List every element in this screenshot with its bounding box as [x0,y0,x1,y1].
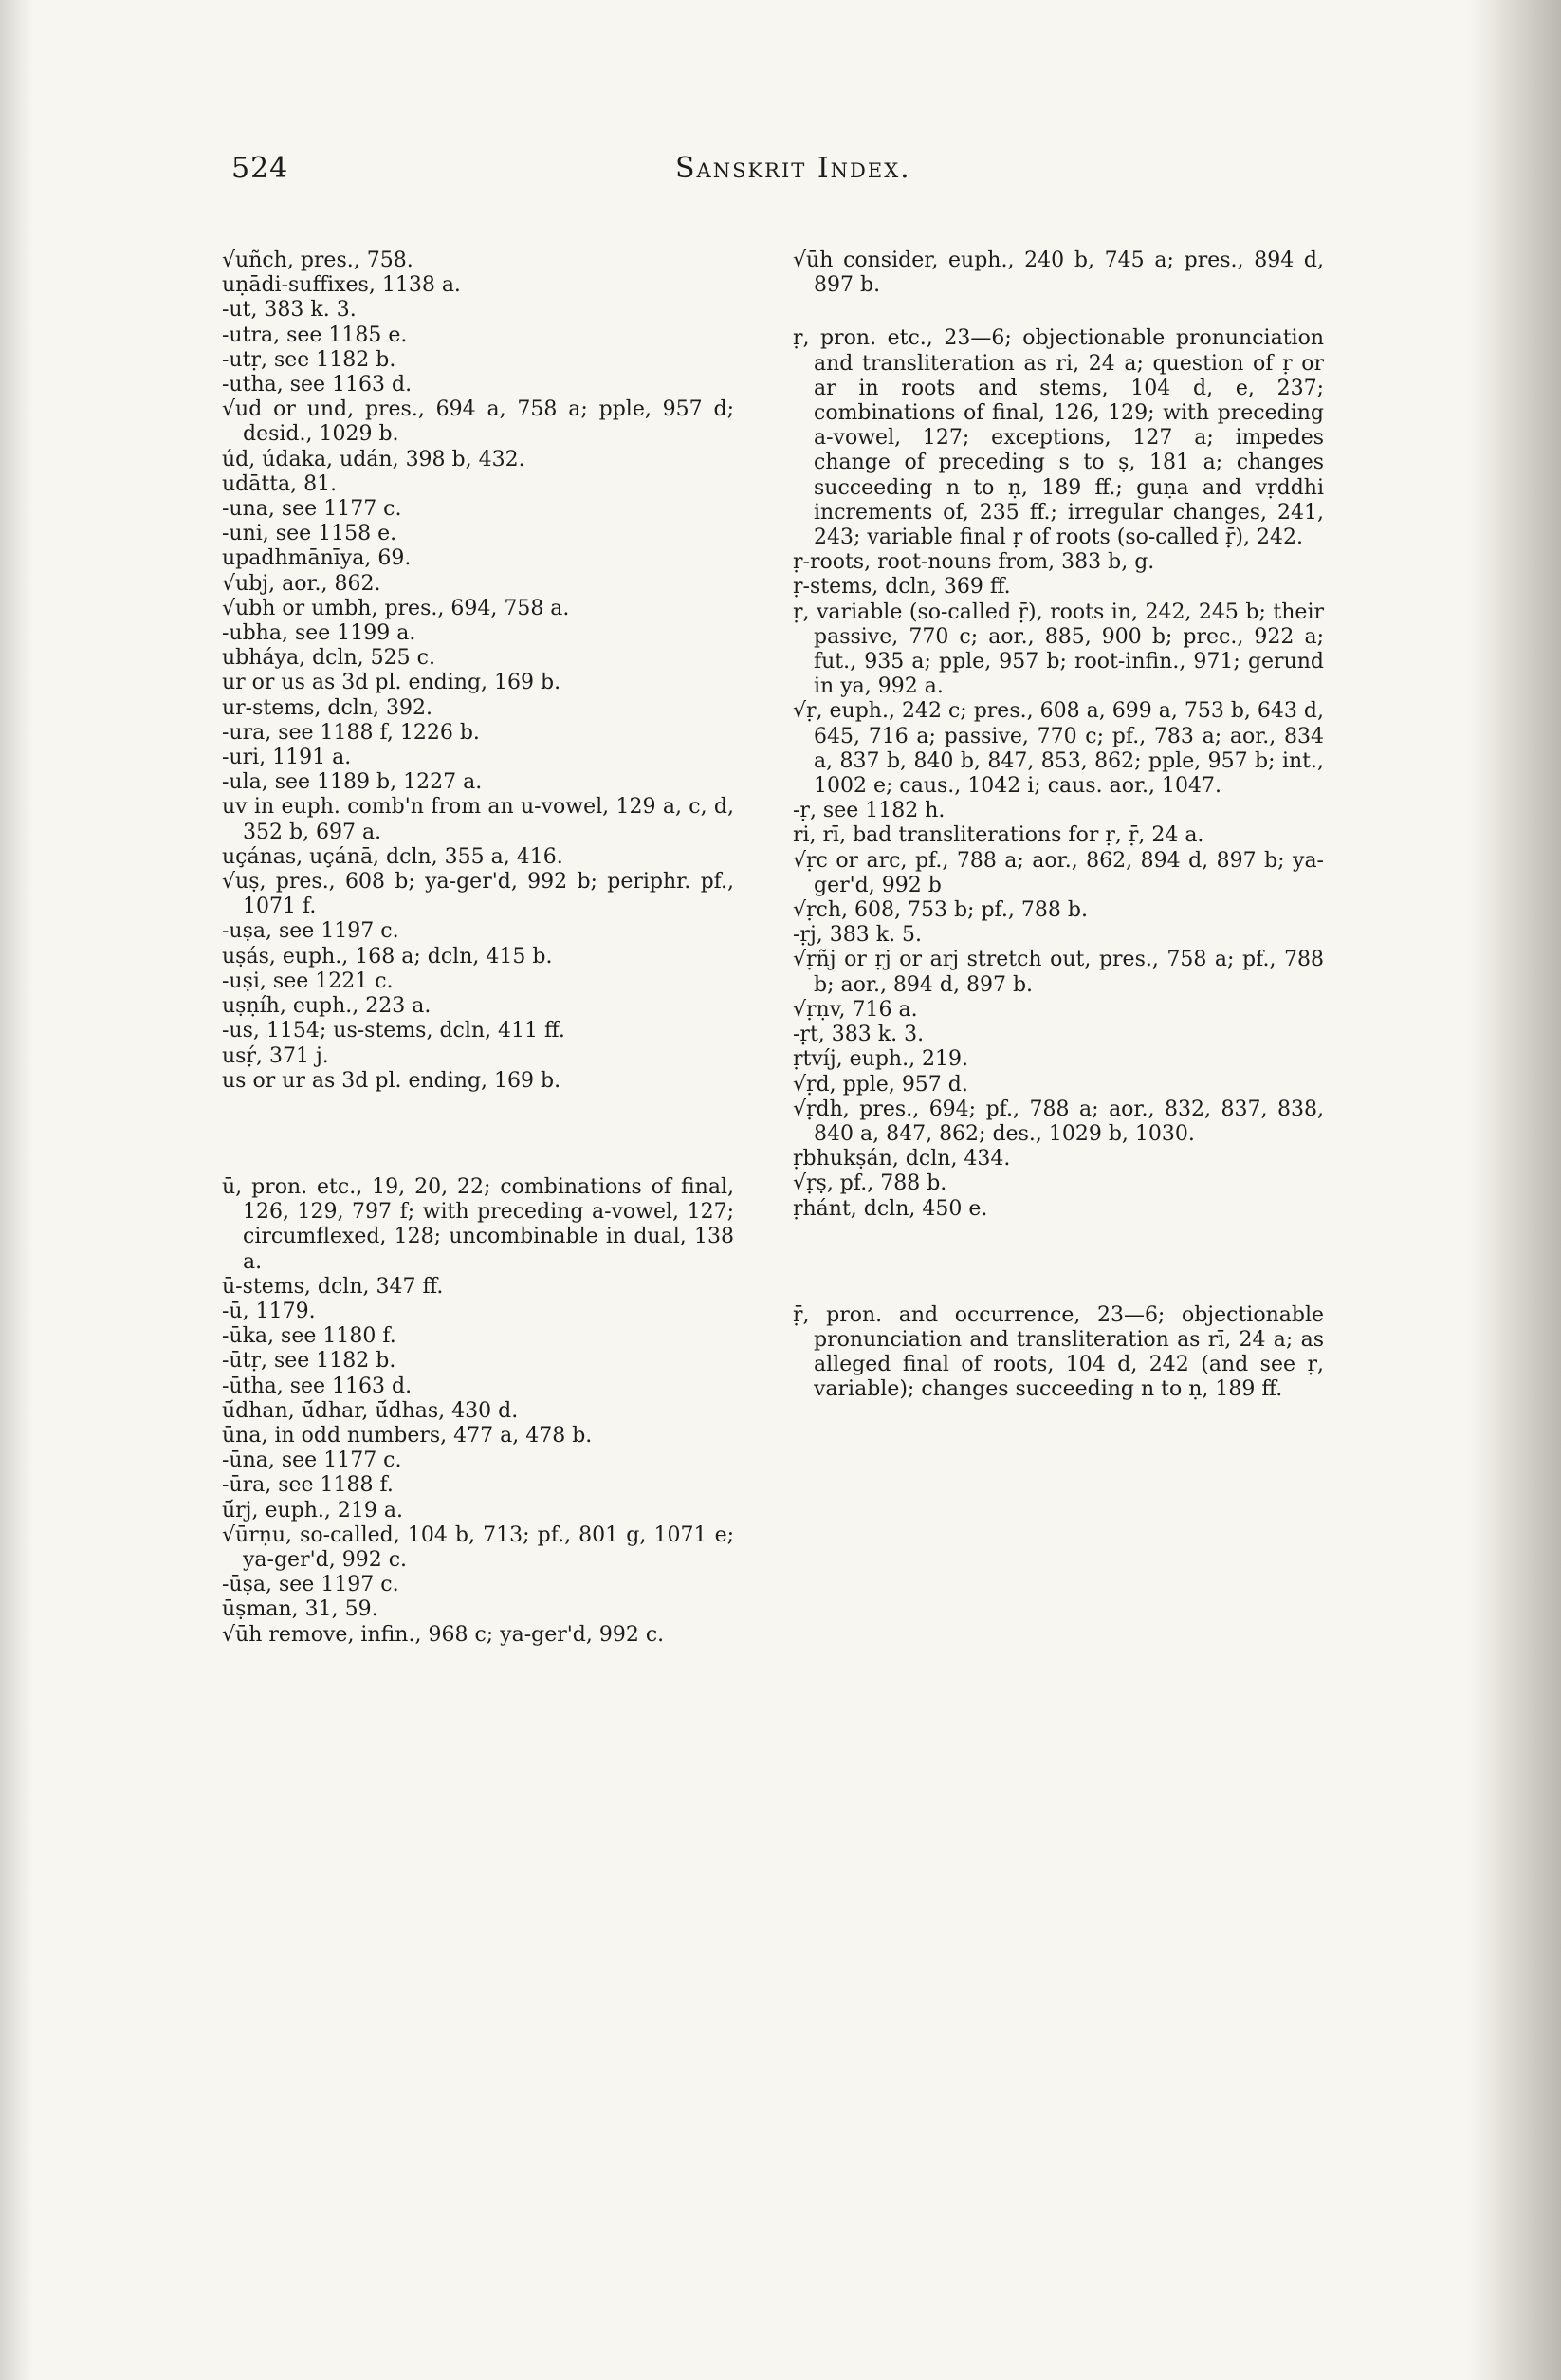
index-entry: ṛ-stems, dcln, 369 ff. [793,575,1011,600]
index-group-r-long [793,1303,1324,1403]
section-gap [222,1094,734,1175]
index-entry: ūna, in odd numbers, 477 a, 478 b. [222,1423,593,1448]
section-gap [793,298,1324,326]
index-entry: ṛtvíj, euph., 219. [793,1047,969,1072]
index-entry: ṛ, pron. etc., 23—6; objectionable pronunciation and transliteration as ri, 24 a; question of ṛ or ar in roots and stems, 104 d, e, 237; combinations of final, 126, 129; with preceding a-vowel, 127; exceptions, 127 a; impedes change of preceding s to ṣ, 181 a; changes succeeding n to ṇ, 189 ff.; guṇa and vṛddhi increments of, 235 ff.; irregular changes, 241, 243; variable final ṛ of roots (so-called ṝ), 242. [793,326,1324,550]
right-column [793,249,1324,1403]
index-entry: usṛ́, 371 j. [222,1043,329,1068]
index-entry: uṇādi-suffixes, 1138 a. [222,273,461,298]
index-entry: √ṛñj or ṛj or arj stretch out, pres., 758 a; pf., 788 b; aor., 894 d, 897 b. [793,948,1324,997]
left-column [222,249,734,1648]
index-entry: uṣṇíh, euph., 223 a. [222,994,432,1019]
index-entry: -uṣi, see 1221 c. [222,969,394,993]
index-entry: √ubh or umbh, pres., 694, 758 a. [222,596,570,620]
index-entry: -uni, see 1158 e. [222,522,397,546]
index-entry: ū́dhan, ū́dhar, ū́dhas, 430 d. [222,1398,519,1423]
index-entry: -ūtha, see 1163 d. [222,1374,413,1398]
index-entry: ū-stems, dcln, 347 ff. [222,1274,444,1299]
index-entry: -ṛj, 383 k. 5. [793,923,923,948]
index-entry: -utra, see 1185 e. [222,323,408,347]
index-entry: -utha, see 1163 d. [222,373,413,397]
index-entry: ur or us as 3d pl. ending, 169 b. [222,671,561,695]
running-title: Sanskrit Index. [675,152,911,185]
index-entry: -una, see 1177 c. [222,497,402,522]
index-entry: -ṛt, 383 k. 3. [793,1023,925,1047]
index-entry: us or ur as 3d pl. ending, 169 b. [222,1068,561,1093]
index-entry: -ūra, see 1188 f. [222,1473,394,1498]
index-entry: ṝ, pron. and occurrence, 23—6; objectionable pronunciation and transliteration as rī, 24 a; as alleged final of roots, 104 d, 242 (and see ṛ, variable); changes succeeding n to ṇ, 189 ff. [793,1302,1324,1402]
index-entry: √uñch, pres., 758. [222,249,413,272]
index-entry: -ut, 383 k. 3. [222,298,357,323]
index-entry: upadhmānīya, 69. [222,546,412,571]
index-entry: -utṛ, see 1182 b. [222,347,396,372]
index-group-u [222,249,734,1094]
index-entry: √ūh remove, infin., 968 c; ya-ger'd, 992 c. [222,1622,665,1647]
index-entry: √ṛ, euph., 242 c; pres., 608 a, 699 a, 753 b, 643 d, 645, 716 a; passive, 770 c; pf., 783 a; aor., 834 a, 837 b, 840 b, 847, 853, 862; pple, 957 b; int., 1002 e; caus., 1042 i; caus. aor., 1047. [793,699,1324,799]
index-entry: √uṣ, pres., 608 b; ya-ger'd, 992 b; periphr. pf., 1071 f. [222,870,734,919]
page-header [231,152,1303,199]
section-gap [793,1222,1324,1303]
index-entry: ṛ, variable (so-called ṝ), roots in, 242, 245 b; their passive, 770 c; aor., 885, 900 b; prec., 922 a; fut., 935 a; pple, 957 b; root-infin., 971; gerund in ya, 992 a. [793,600,1324,699]
index-entry: √ubj, aor., 862. [222,571,381,596]
index-entry: ṛ-roots, root-nouns from, 383 b, g. [793,550,1155,575]
index-entry: √ṛdh, pres., 694; pf., 788 a; aor., 832, 837, 838, 840 a, 847, 862; des., 1029 b, 1030. [793,1097,1324,1146]
index-entry: √ud or und, pres., 694 a, 758 a; pple, 957 d; desid., 1029 b. [222,397,734,447]
index-entry: -ūna, see 1177 c. [222,1448,402,1473]
index-entry: √ṛd, pple, 957 d. [793,1072,968,1097]
index-entry: ū, pron. etc., 19, 20, 22; combinations of final, 126, 129, 797 f; with preceding a-vowel, 127; circumflexed, 128; uncombinable in dual, 138 a. [222,1174,734,1274]
index-entry: √ūh consider, euph., 240 b, 745 a; pres., 894 d, 897 b. [793,249,1324,298]
index-entry: ū́rj, euph., 219 a. [222,1498,404,1522]
index-entry: ṛhánt, dcln, 450 e. [793,1196,988,1221]
index-group-uh [793,249,1324,298]
page-edge-shadow-left [0,0,32,2380]
index-entry: -uṣa, see 1197 c. [222,919,399,944]
index-entry: ri, rī, bad transliterations for ṛ, ṝ, 24 a. [793,823,1204,848]
index-entry: √ṛc or arc, pf., 788 a; aor., 862, 894 d, 897 b; ya-ger'd, 992 b [793,848,1324,897]
index-entry: -ubha, see 1199 a. [222,621,416,646]
index-entry: -ūṣa, see 1197 c. [222,1573,399,1597]
index-entry: -ṛ, see 1182 h. [793,799,946,823]
index-group-r [793,326,1324,1221]
index-entry: -ūtṛ, see 1182 b. [222,1349,396,1374]
index-entry: úd, údaka, udán, 398 b, 432. [222,447,525,471]
index-entry: uv in euph. comb'n from an u-vowel, 129 a, c, d, 352 b, 697 a. [222,795,734,844]
index-entry: uṣás, euph., 168 a; dcln, 415 b. [222,944,553,969]
index-entry: -ūka, see 1180 f. [222,1324,396,1349]
page-number: 524 [231,152,289,185]
index-entry: √ṛṣ, pf., 788 b. [793,1172,947,1196]
index-entry: -ura, see 1188 f, 1226 b. [222,720,480,745]
index-entry: √ūrṇu, so-called, 104 b, 713; pf., 801 g, 1071 e; ya-ger'd, 992 c. [222,1522,734,1572]
index-entry: -us, 1154; us-stems, dcln, 411 ff. [222,1019,565,1043]
index-entry: -uri, 1191 a. [222,746,352,770]
index-entry: ubháya, dcln, 525 c. [222,646,435,671]
index-entry: uçánas, uçánā, dcln, 355 a, 416. [222,844,563,869]
index-entry: ūṣman, 31, 59. [222,1597,378,1622]
index-entry: ṛbhukṣán, dcln, 434. [793,1147,1011,1172]
index-entry: √ṛṇv, 716 a. [793,997,918,1022]
index-entry: ur-stems, dcln, 392. [222,695,432,720]
index-entry: √ṛch, 608, 753 b; pf., 788 b. [793,898,1088,923]
index-group-u-long [222,1175,734,1648]
index-entry: udātta, 81. [222,471,338,496]
page-edge-shadow-right [1470,0,1561,2380]
index-entry: -ū, 1179. [222,1299,316,1323]
index-entry: -ula, see 1189 b, 1227 a. [222,770,483,795]
